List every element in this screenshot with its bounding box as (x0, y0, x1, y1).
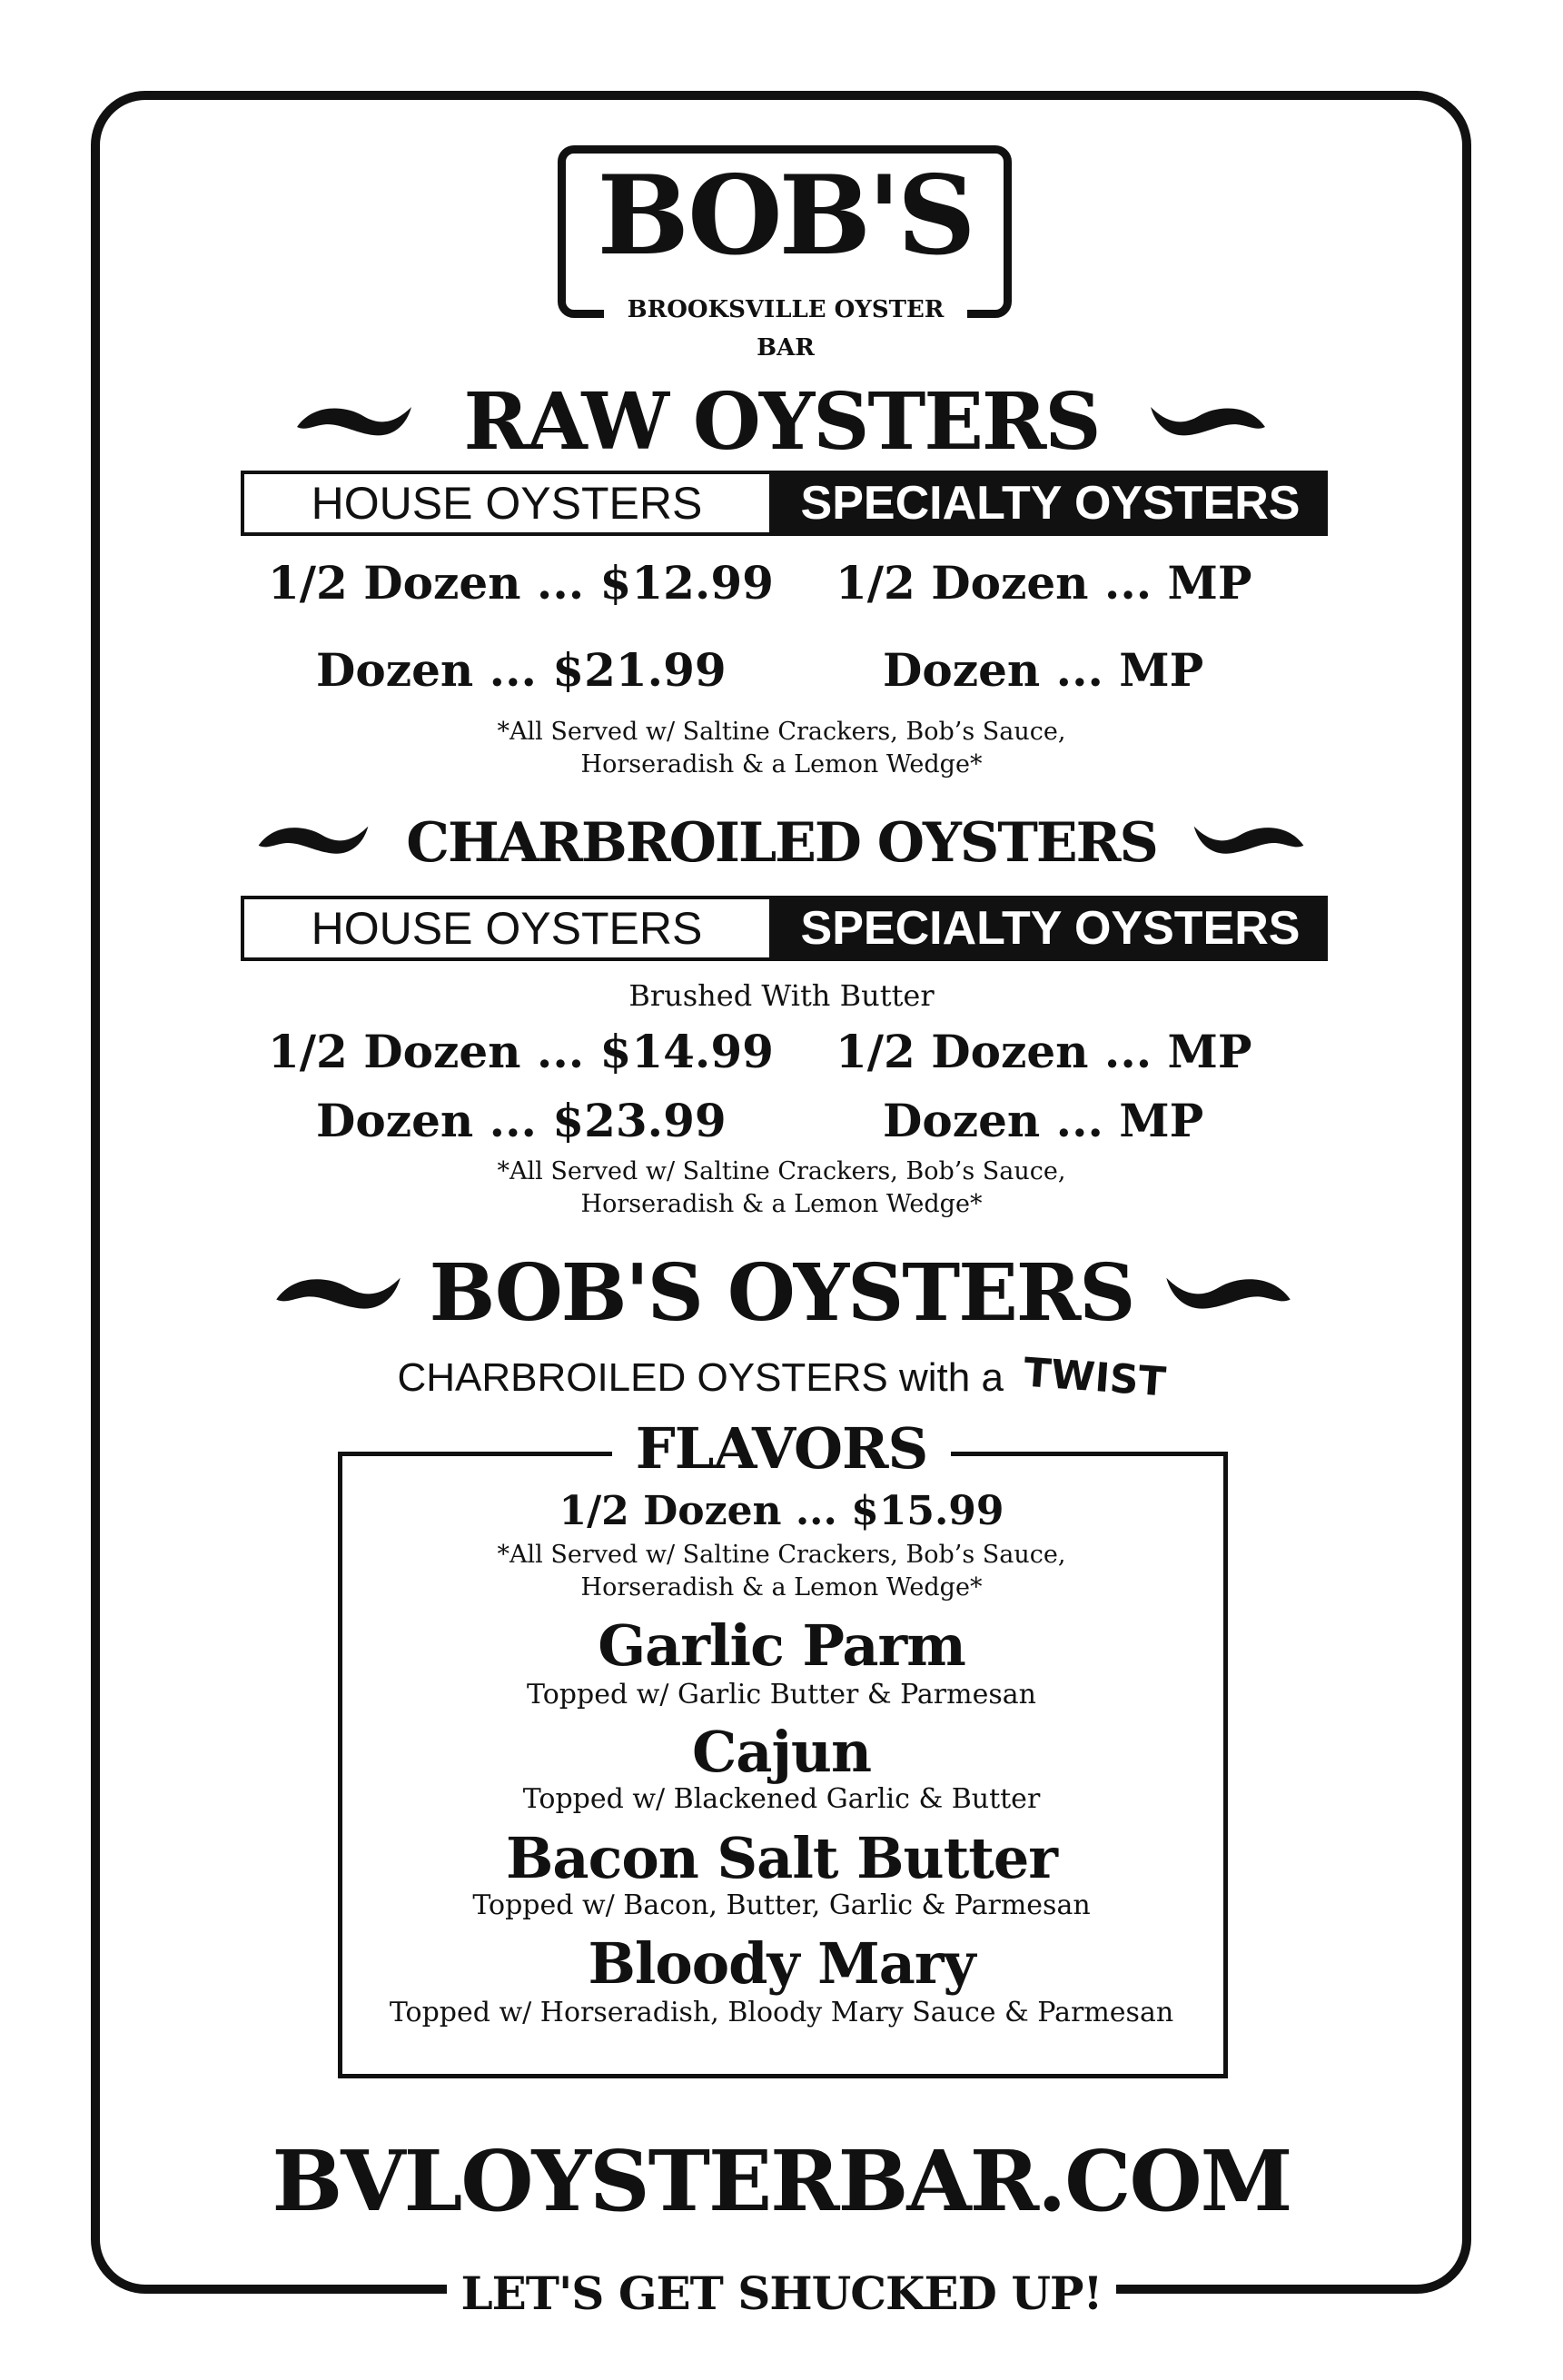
logo-subtitle: BROOKSVILLE OYSTER BAR (604, 291, 967, 329)
flavor-name: Cajun (691, 1719, 872, 1785)
flavor-name: Garlic Parm (598, 1612, 965, 1679)
charbroiled-note-line1: *All Served w/ Saltine Crackers, Bob’s Sauce, (497, 1157, 1066, 1185)
raw-note-line2: Horseradish & a Lemon Wedge* (580, 750, 983, 778)
flavor-desc: Topped w/ Bacon, Butter, Garlic & Parmesan (472, 1889, 1091, 1921)
flavor-name: Bacon Salt Butter (506, 1825, 1057, 1891)
raw-house-tab: HOUSE OYSTERS (241, 471, 773, 536)
raw-house-dozen-price: Dozen ... $21.99 (316, 643, 727, 697)
charbroiled-house-half-price: 1/2 Dozen ... $14.99 (268, 1025, 774, 1078)
flavor-desc: Topped w/ Garlic Butter & Parmesan (527, 1679, 1036, 1711)
bobs-oysters-title: BOB'S OYSTERS (429, 1247, 1134, 1339)
charbroiled-subtitle: Brushed With Butter (628, 978, 935, 1013)
raw-note-line1: *All Served w/ Saltine Crackers, Bob’s Sauce, (497, 718, 1066, 746)
footer-tagline-text: LET'S GET SHUCKED UP! (447, 2266, 1117, 2320)
charbroiled-oysters-title: CHARBROILED OYSTERS (406, 811, 1157, 875)
flavor-desc: Topped w/ Blackened Garlic & Butter (522, 1783, 1041, 1815)
charbroiled-tabs (241, 896, 1328, 961)
bobs-tagline (0, 1349, 1563, 1406)
footer-tagline (0, 2262, 1563, 2325)
bobs-note-line2: Horseradish & a Lemon Wedge* (580, 1573, 983, 1602)
bobs-tagline-main: CHARBROILED OYSTERS with a (397, 1355, 1004, 1400)
raw-specialty-tab: SPECIALTY OYSTERS (773, 471, 1328, 536)
raw-tabs (241, 471, 1328, 536)
flavor-desc: Topped w/ Horseradish, Bloody Mary Sauce & Parmesan (389, 1997, 1174, 2028)
raw-specialty-dozen-price: Dozen ... MP (883, 643, 1204, 697)
bobs-note-line1: *All Served w/ Saltine Crackers, Bob’s Sauce, (497, 1541, 1066, 1569)
charbroiled-specialty-half-price: 1/2 Dozen ... MP (836, 1025, 1252, 1078)
charbroiled-house-dozen-price: Dozen ... $23.99 (316, 1094, 727, 1147)
charbroiled-house-tab: HOUSE OYSTERS (241, 896, 773, 961)
bobs-price: 1/2 Dozen ... $15.99 (559, 1488, 1004, 1534)
flavor-name: Bloody Mary (588, 1930, 975, 1997)
charbroiled-note-line2: Horseradish & a Lemon Wedge* (580, 1190, 983, 1218)
raw-house-half-price: 1/2 Dozen ... $12.99 (268, 556, 774, 610)
charbroiled-specialty-dozen-price: Dozen ... MP (883, 1094, 1204, 1147)
raw-specialty-half-price: 1/2 Dozen ... MP (836, 556, 1252, 610)
bobs-tagline-twist: TWIST (1022, 1349, 1168, 1406)
flavors-label-text: FLAVORS (612, 1415, 952, 1482)
flavors-label (0, 1413, 1563, 1485)
website-url: BVLOYSTERBAR.COM (272, 2132, 1291, 2230)
raw-oysters-title: RAW OYSTERS (463, 376, 1100, 468)
logo-title: BOB'S (597, 152, 973, 280)
charbroiled-specialty-tab: SPECIALTY OYSTERS (773, 896, 1328, 961)
